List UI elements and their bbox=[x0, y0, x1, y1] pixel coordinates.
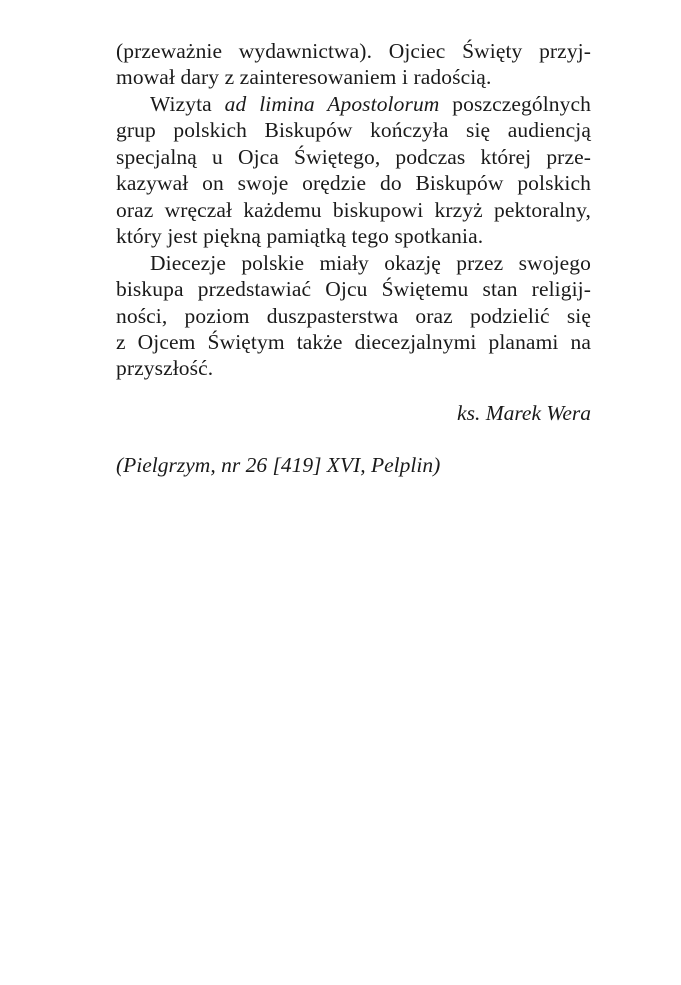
text-line: (przeważnie wydawnictwa). Ojciec Święty przyj- bbox=[116, 39, 591, 63]
text-line: kazywał on swoje orędzie do Biskupów polskich bbox=[116, 171, 591, 195]
text-line: który jest piękną pamiątką tego spotkania. bbox=[116, 224, 484, 248]
text-line: grup polskich Biskupów kończyła się audiencją bbox=[116, 118, 591, 142]
text-line: specjalną u Ojca Świętego, podczas której prze- bbox=[116, 145, 591, 169]
text-line bbox=[116, 91, 591, 118]
text-line: przyszłość. bbox=[116, 356, 214, 380]
latin-phrase: ad limina Apostolorum bbox=[224, 92, 440, 116]
text-line: ności, poziom duszpasterstwa oraz podzielić się bbox=[116, 304, 591, 328]
source-citation: (Pielgrzym, nr 26 [419] XVI, Pelplin) bbox=[116, 453, 441, 477]
text-line: mował dary z zainteresowaniem i radością. bbox=[116, 65, 492, 89]
text-line: biskupa przedstawiać Ojcu Świętemu stan religij- bbox=[116, 277, 591, 301]
text-segment: Wizyta bbox=[150, 92, 225, 116]
author-signature: ks. Marek Wera bbox=[457, 401, 591, 425]
text-line: Diecezje polskie miały okazję przez swojego bbox=[150, 251, 591, 275]
text-segment: poszczególnych bbox=[439, 92, 591, 116]
text-line: z Ojcem Świętym także diecezjalnymi planami na bbox=[116, 330, 591, 354]
text-line: oraz wręczał każdemu biskupowi krzyż pektoralny, bbox=[116, 198, 591, 222]
